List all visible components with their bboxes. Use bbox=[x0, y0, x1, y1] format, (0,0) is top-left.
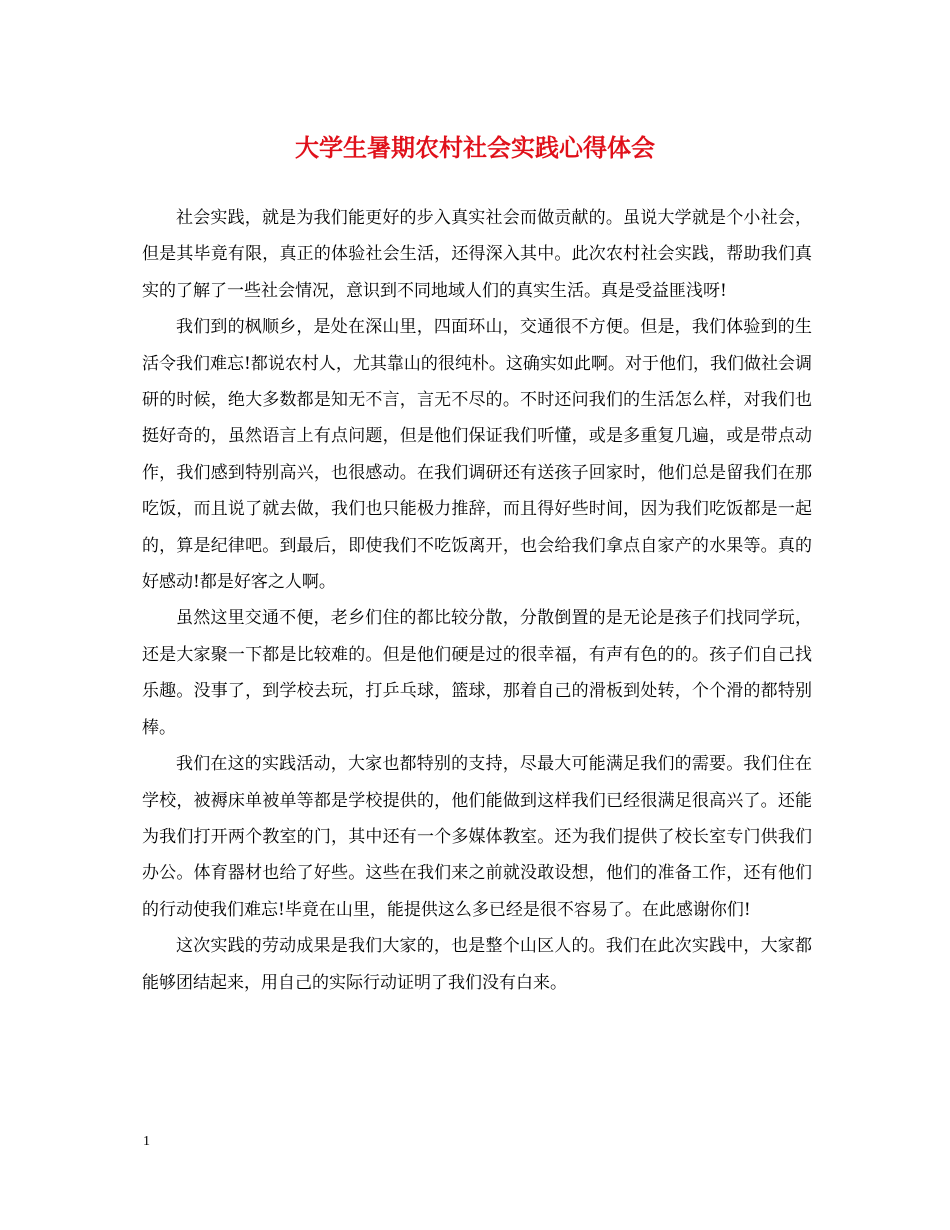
document-body bbox=[142, 200, 812, 1001]
page-number: 1 bbox=[143, 1134, 150, 1149]
paragraph-4: 我们在这的实践活动，大家也都特别的支持，尽最大可能满足我们的需要。我们住在学校，被褥床单被单等都是学校提供的，他们能做到这样我们已经很满足很高兴了。还能为我们打开两个教室的门，其中还有一个多媒体教室。还为我们提供了校长室专门供我们办公。体育器材也给了好些。这些在我们来之前就没敢设想，他们的准备工作，还有他们的行动使我们难忘!毕竟在山里，能提供这么多已经是很不容易了。在此感谢你们! bbox=[142, 754, 812, 920]
paragraph-3: 虽然这里交通不便，老乡们住的都比较分散，分散倒置的是无论是孩子们找同学玩，还是大家聚一下都是比较难的。但是他们硬是过的很幸福，有声有色的的。孩子们自己找乐趣。没事了，到学校去玩，打乒乓球，篮球，那着自己的滑板到处转，个个滑的都特别棒。 bbox=[142, 608, 812, 738]
document-title: 大学生暑期农村社会实践心得体会 bbox=[295, 133, 655, 162]
paragraph-2: 我们到的枫顺乡，是处在深山里，四面环山，交通很不方便。但是，我们体验到的生活令我们难忘!都说农村人，尤其靠山的很纯朴。这确实如此啊。对于他们，我们做社会调研的时候，绝大多数都是知无不言，言无不尽的。不时还问我们的生活怎么样，对我们也挺好奇的，虽然语言上有点问题，但是他们保证我们听懂，或是多重复几遍，或是带点动作，我们感到特别高兴，也很感动。在我们调研还有送孩子回家时，他们总是留我们在那吃饭，而且说了就去做，我们也只能极力推辞，而且得好些时间，因为我们吃饭都是一起的，算是纪律吧。到最后，即使我们不吃饭离开，也会给我们拿点自家产的水果等。真的好感动!都是好客之人啊。 bbox=[142, 317, 812, 593]
paragraph-5: 这次实践的劳动成果是我们大家的，也是整个山区人的。我们在此次实践中，大家都能够团结起来，用自己的实际行动证明了我们没有白来。 bbox=[142, 936, 812, 993]
paragraph-1: 社会实践，就是为我们能更好的步入真实社会而做贡献的。虽说大学就是个小社会，但是其毕竟有限，真正的体验社会生活，还得深入其中。此次农村社会实践，帮助我们真实的了解了一些社会情况，意识到不同地域人们的真实生活。真是受益匪浅呀! bbox=[142, 208, 812, 301]
